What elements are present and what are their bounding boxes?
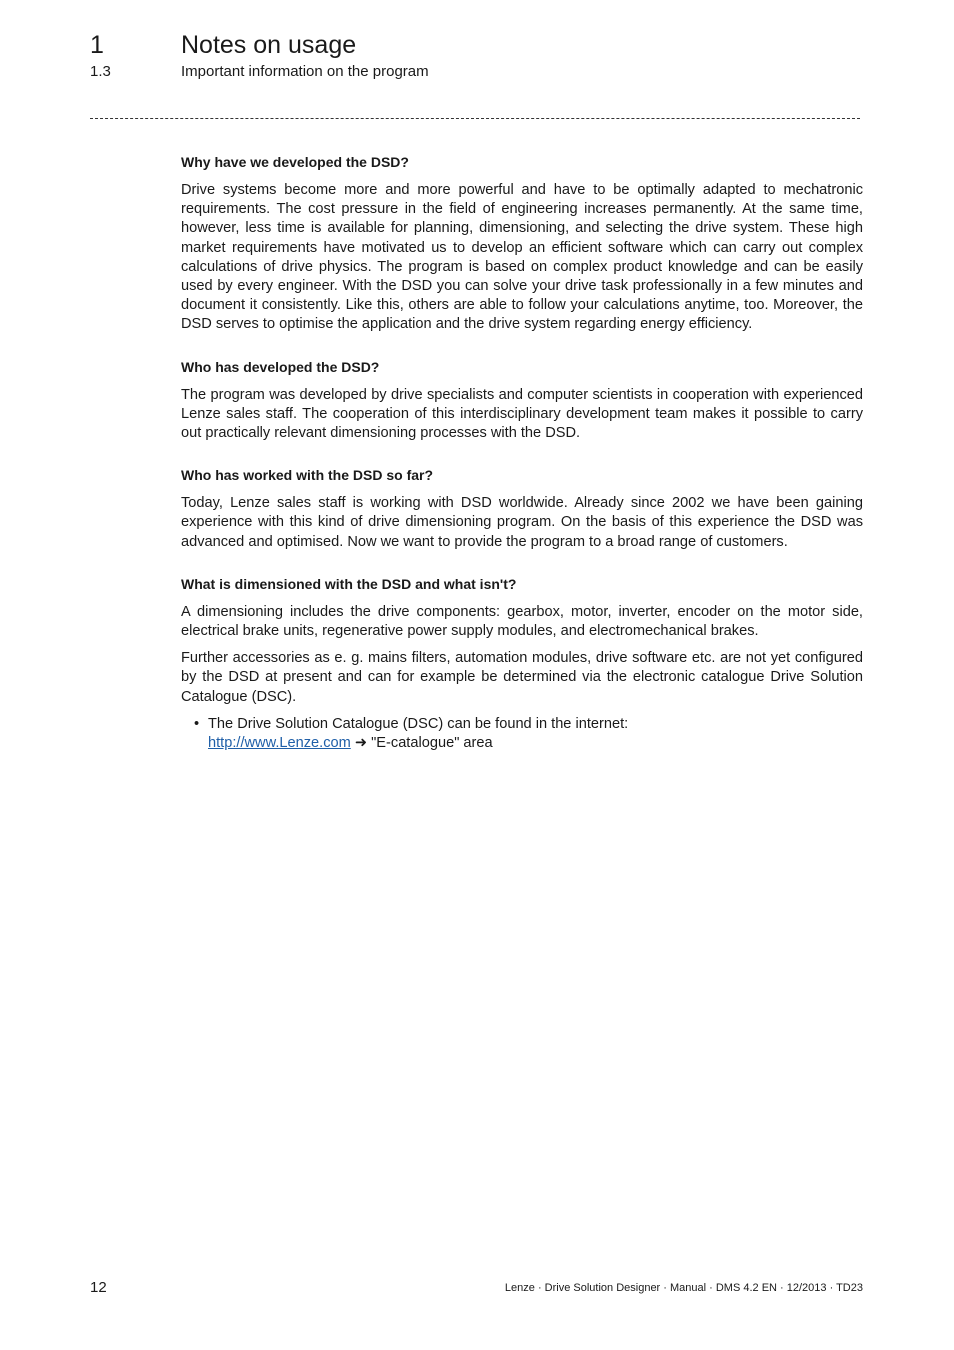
lenze-website-link[interactable]: http://www.Lenze.com <box>208 735 351 752</box>
paragraph: The program was developed by drive specialists and computer scientists in cooperation with experienced Lenze sales staff. The cooperation of this interdisciplinary development team makes it possible to carry out practically relevant dimensioning processes with the DSD. <box>181 386 863 442</box>
bullet-text: The Drive Solution Catalogue (DSC) can be found in the internet: <box>208 715 629 732</box>
bullet-icon: • <box>194 715 200 732</box>
main-content <box>181 152 863 753</box>
list-item <box>181 715 863 753</box>
arrow-right-icon: ➜ <box>354 735 368 752</box>
paragraph: A dimensioning includes the drive components: gearbox, motor, inverter, encoder on the motor side, electrical brake units, regenerative power supply modules, and electromechanical brakes. <box>181 603 863 640</box>
footer-doc-info: Lenze · Drive Solution Designer · Manual · DMS 4.2 EN · 12/2013 · TD23 <box>504 1282 863 1294</box>
paragraph: Today, Lenze sales staff is working with DSD worldwide. Already since 2002 we have been gaining experience with this kind of drive dimensioning program. On the basis of this experience the DSD was advanced and optimised. Now we want to provide the program to a broad range of customers. <box>181 495 863 550</box>
chapter-title: Notes on usage <box>181 31 357 59</box>
chapter-number: 1 <box>90 31 104 59</box>
heading-who-developed: Who has developed the DSD? <box>181 358 380 375</box>
page-number: 12 <box>90 1279 107 1296</box>
link-suffix: "E-catalogue" area <box>371 735 493 752</box>
heading-who-worked: Who has worked with the DSD so far? <box>181 467 434 484</box>
section-number: 1.3 <box>90 63 111 80</box>
heading-what-dimensioned: What is dimensioned with the DSD and what isn't? <box>181 575 517 592</box>
heading-why-developed: Why have we developed the DSD? <box>181 154 409 170</box>
header-rule <box>90 118 860 119</box>
paragraph: Further accessories as e. g. mains filters, automation modules, drive software etc. are not yet configured by the DSD at present and can for example be determined via the electronic catalogue Drive Solution Catalogue (DSC). <box>181 650 863 705</box>
bullet-list <box>181 715 863 753</box>
paragraph: Drive systems become more and more powerful and have to be optimally adapted to mechatronic requirements. The cost pressure in the field of engineering increases permanently. At the same time, however, less time is available for planning, dimensioning, and selecting the drive system. These high market requirements have motivated us to develop an efficient software which can carry out complex calculations of drive physics. The program is based on complex product knowledge and can be easily used by every engineer. With the DSD you can solve your drive task professionally in a few minutes and document it consistently. Like this, others are able to follow your calculations anytime, too. Moreover, the DSD serves to optimise the application and the drive system regarding energy efficiency. <box>181 182 863 333</box>
section-title: Important information on the program <box>181 63 429 80</box>
